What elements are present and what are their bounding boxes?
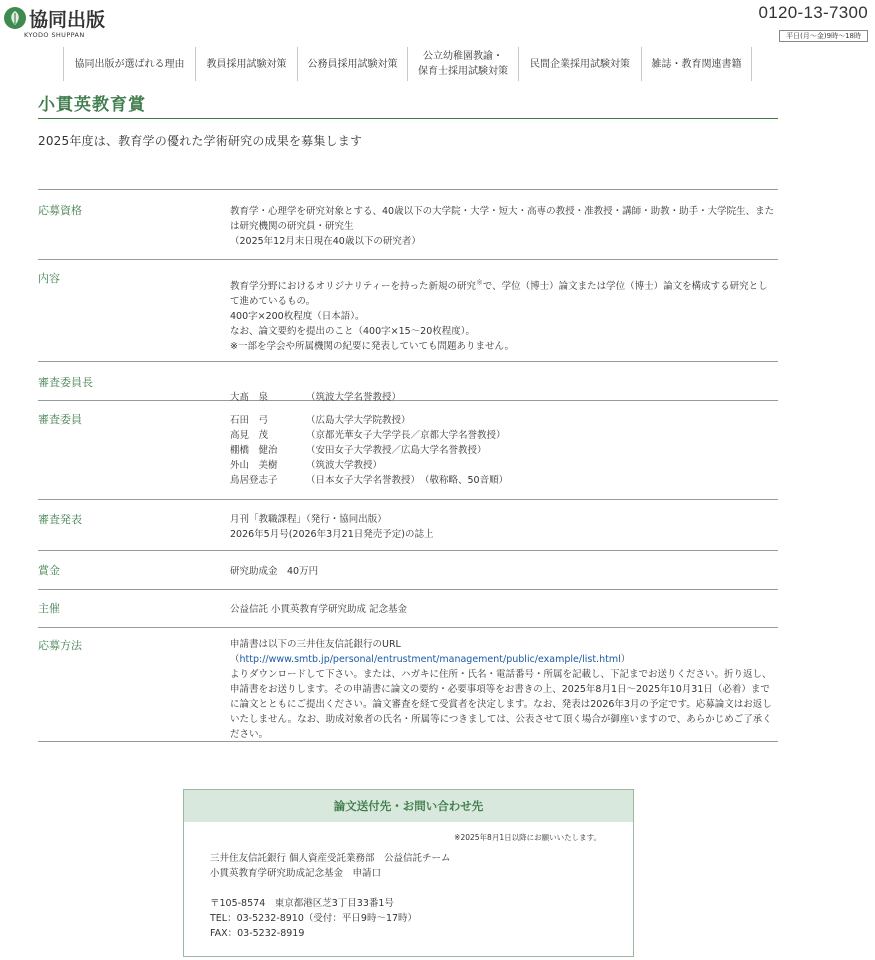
method-details: よりダウンロードして下さい。または、ハガキに住所・氏名・電話番号・所属を記載し、下記までお送りください。折り返し、申請書をお送りします。その申請書に論文の要約・必要事項等をお書きの上、2025年8月1日〜2025年10月31日（必着）までに論文とともにご提出ください。論文審査を経て受賞者を決定します。なお、発表は2026年3月の予定です。応募論文はお返しいたしません。なお、助成対象者の氏名・所属等につきましては、公表させて頂く場合が御座いますので、あらかじめご了承ください。 [230, 669, 772, 740]
member-affiliation: （日本女子大学名誉教授） （敬称略、50音順） [306, 475, 509, 486]
committee-member [230, 428, 776, 443]
info-label: 主催 [38, 602, 60, 615]
info-value [230, 401, 778, 499]
committee-member [230, 458, 776, 473]
logo-leaf-icon [4, 7, 26, 29]
chair-name: 大髙 泉 [230, 392, 269, 403]
info-value [230, 628, 778, 741]
committee-member [230, 413, 776, 428]
info-label: 審査発表 [38, 513, 82, 526]
phone-contact [759, 3, 868, 42]
nav-item-books[interactable]: 雑誌・教育関連書籍 [641, 47, 752, 81]
brand-name: 協同出版 [29, 9, 106, 31]
nav-item-reasons[interactable]: 協同出版が選ばれる理由 [63, 47, 195, 81]
info-row-eligibility [38, 190, 778, 260]
member-affiliation: （広島大学大学院教授） [306, 415, 411, 426]
title-divider [38, 118, 778, 119]
member-name: 棚橋 健治 [230, 445, 278, 456]
member-affiliation: （安田女子大学教授／広島大学名誉教授） [306, 445, 487, 456]
committee-member [230, 473, 776, 488]
info-row-committee [38, 401, 778, 500]
committee-member [230, 443, 776, 458]
application-form-link[interactable]: http://www.smtb.jp/personal/entrustment/management/public/example/list.html [239, 654, 621, 665]
info-value [230, 260, 778, 361]
info-label: 内容 [38, 272, 60, 285]
page-title: 小貫英教育賞 [38, 95, 146, 115]
chair-affiliation: （筑波大学名誉教授） [306, 392, 402, 403]
info-label: 審査委員 [38, 413, 82, 426]
content-details: 400字×200枚程度（日本語）。 なお、論文要約を提出のこと（400字×15〜20枚程度）。 ※一部を学会や所属機関の紀要に発表していても問題ありません。 [230, 311, 515, 353]
contact-box [183, 789, 634, 957]
page-lead: 2025年度は、教育学の優れた学術研究の成果を募集します [38, 134, 363, 148]
nav-item-company-exam[interactable]: 民間企業採用試験対策 [518, 47, 641, 81]
main-nav [63, 47, 752, 81]
info-label: 応募資格 [38, 204, 82, 217]
contact-title: 論文送付先・お問い合わせ先 [184, 790, 633, 822]
info-row-prize [38, 551, 778, 590]
member-name: 外山 美樹 [230, 460, 278, 471]
contact-note: ※2025年8月1日以降にお願いいたします。 [454, 833, 601, 842]
member-affiliation: （京都光華女子大学学長／京都大学名誉教授） [306, 430, 506, 441]
info-row-method [38, 628, 778, 742]
member-affiliation: （筑波大学教授） [306, 460, 383, 471]
nav-item-teacher-exam[interactable]: 教員採用試験対策 [195, 47, 297, 81]
phone-hours: 平日(月〜金)9時〜18時 [779, 30, 868, 42]
method-intro: 申請書は以下の三井住友信託銀行のURL [230, 639, 401, 650]
brand-subtitle: KYODO SHUPPAN [24, 31, 85, 39]
member-name: 石田 弓 [230, 415, 269, 426]
info-value: 月刊「教職課程」（発行・協同出版） 2026年5月号(2026年3月21日発売予定)の誌上 [230, 514, 434, 540]
content-text-cont: で、学位（博士）論文または学位（博士）論文を構成する研究として進めているもの。 [230, 281, 768, 308]
url-close: ） [620, 654, 631, 665]
info-label: 審査委員長 [38, 376, 93, 389]
info-row-organizer [38, 590, 778, 628]
info-value [230, 362, 778, 403]
award-info-table [38, 189, 778, 742]
site-logo[interactable] [4, 5, 124, 41]
info-label: 応募方法 [38, 639, 82, 652]
info-value: 教育学・心理学を研究対象とする、40歳以下の大学院・大学・短大・高専の教授・准教授・講師・助教・助手・大学院生、または研究機関の研究員・研究生 （2025年12月末日現在40歳以下の研究者） [230, 206, 775, 247]
footnote-mark: ※ [476, 278, 483, 287]
info-value: 研究助成金 40万円 [230, 566, 319, 577]
member-name: 高見 茂 [230, 430, 269, 441]
contact-address: 三井住友信託銀行 個人資産受託業務部 公益信託チーム 小貫英教育学研究助成記念基金 申請口 〒105-8574 東京都港区芝3丁目33番1号 TEL：03-5232-8910（受付：平日9時〜17時） FAX：03-5232-8919 [210, 853, 451, 939]
info-value: 公益信託 小貫英教育学研究助成 記念基金 [230, 604, 408, 615]
info-row-chair [38, 362, 778, 401]
phone-number[interactable]: 0120-13-7300 [758, 3, 868, 22]
nav-item-kindergarten-exam[interactable]: 公立幼稚園教諭・ 保育士採用試験対策 [407, 47, 518, 81]
info-row-content [38, 260, 778, 362]
member-name: 鳥居登志子 [230, 475, 278, 486]
content-text: 教育学分野におけるオリジナリティーを持った新規の研究 [230, 281, 477, 293]
info-row-announcement [38, 500, 778, 551]
url-open: （ [230, 654, 240, 665]
info-label: 賞金 [38, 564, 60, 577]
nav-item-civil-service-exam[interactable]: 公務員採用試験対策 [297, 47, 407, 81]
